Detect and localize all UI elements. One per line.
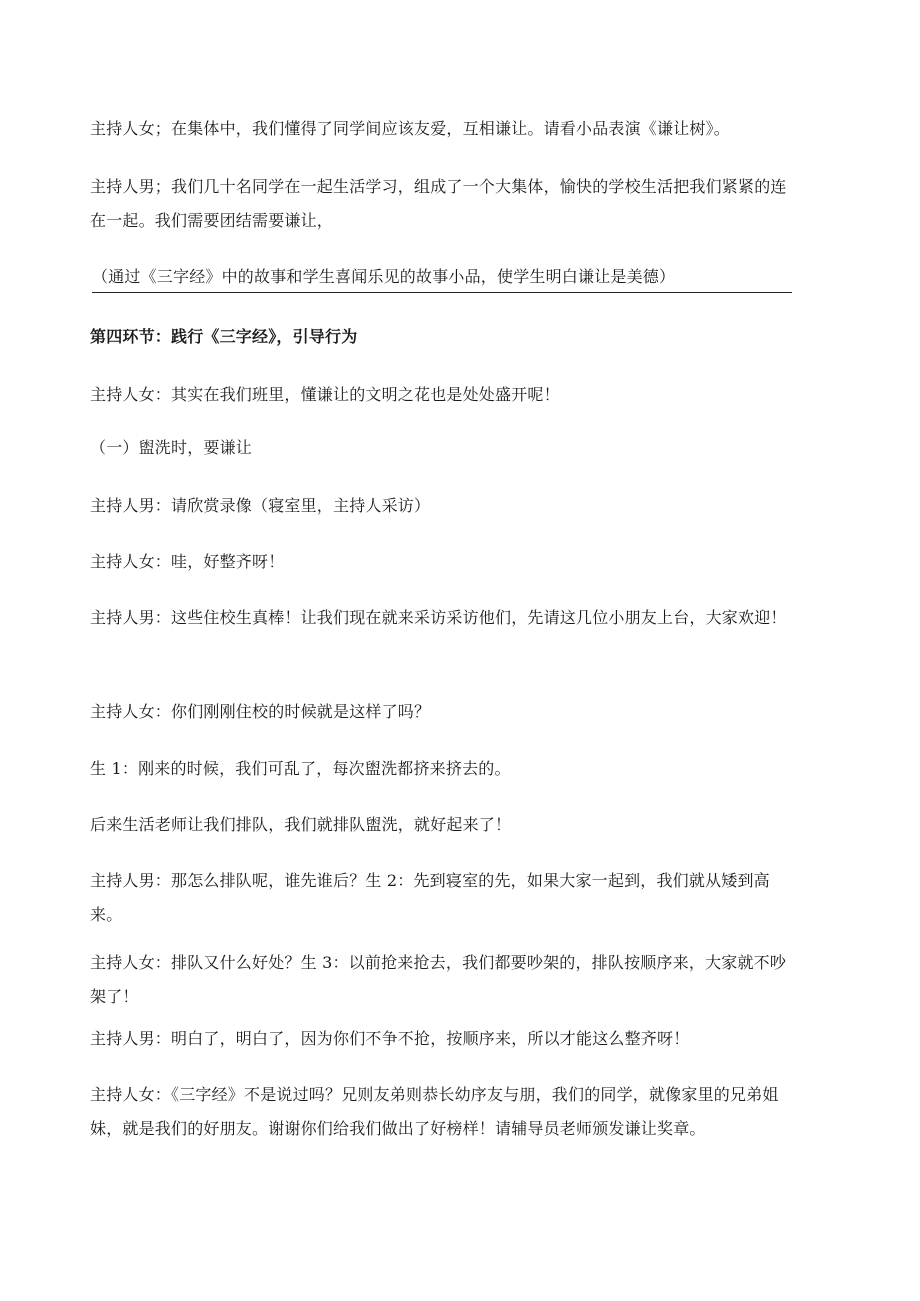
paragraph-host-female-closing: 主持人女：《三字经》不是说过吗？兄则友弟则恭长幼序友与朋，我们的同学，就像家里的兄弟姐妹，就是我们的好朋友。谢谢你们给我们做出了好榜样！请辅导员老师颁发谦让奖章。 [90, 1085, 779, 1138]
paragraph-host-male-understood: 主持人男：明白了，明白了，因为你们不争不抢，按顺序来，所以才能这么整齐呀！ [90, 1029, 690, 1048]
paragraph-host-male-collective: 主持人男；我们几十名同学在一起生活学习，组成了一个大集体，愉快的学校生活把我们紧紧的连在一起。我们需要团结需要谦让， [90, 177, 787, 230]
paragraph-note-underlined: （通过《三字经》中的故事和学生喜闻乐见的故事小品，使学生明白谦让是美德） [92, 262, 792, 293]
paragraph-student-1: 生 1：刚来的时候，我们可乱了，每次盥洗都挤来挤去的。 [90, 759, 511, 778]
paragraph-host-male-student-2: 主持人男：那怎么排队呢，谁先谁后？生 2：先到寝室的先，如果大家一起到，我们就从矮到高来。 [90, 871, 770, 924]
paragraph-host-female-class: 主持人女：其实在我们班里，懂谦让的文明之花也是处处盛开呢！ [90, 385, 560, 404]
subheading-washing: （一）盥洗时，要谦让 [90, 438, 253, 457]
section-heading-fourth: 第四环节：践行《三字经》，引导行为 [90, 327, 358, 346]
paragraph-host-male-interview: 主持人男：这些住校生真棒！让我们现在就来采访采访他们，先请这几位小朋友上台，大家欢迎！ [90, 608, 787, 627]
paragraph-host-female-tidy: 主持人女：哇，好整齐呀！ [90, 552, 285, 571]
paragraph-host-female-student-3: 主持人女：排队又什么好处？生 3：以前抢来抢去，我们都要吵架的，排队按顺序来，大家就不吵架了！ [90, 953, 787, 1006]
paragraph-host-female-skit-intro: 主持人女；在集体中，我们懂得了同学间应该友爱，互相谦让。请看小品表演《谦让树》。 [90, 119, 731, 138]
paragraph-host-female-question: 主持人女：你们刚刚住校的时候就是这样了吗？ [90, 702, 431, 721]
paragraph-host-male-video: 主持人男：请欣赏录像（寝室里，主持人采访） [90, 496, 431, 515]
paragraph-teacher-queue: 后来生活老师让我们排队，我们就排队盥洗，就好起来了！ [90, 815, 512, 834]
